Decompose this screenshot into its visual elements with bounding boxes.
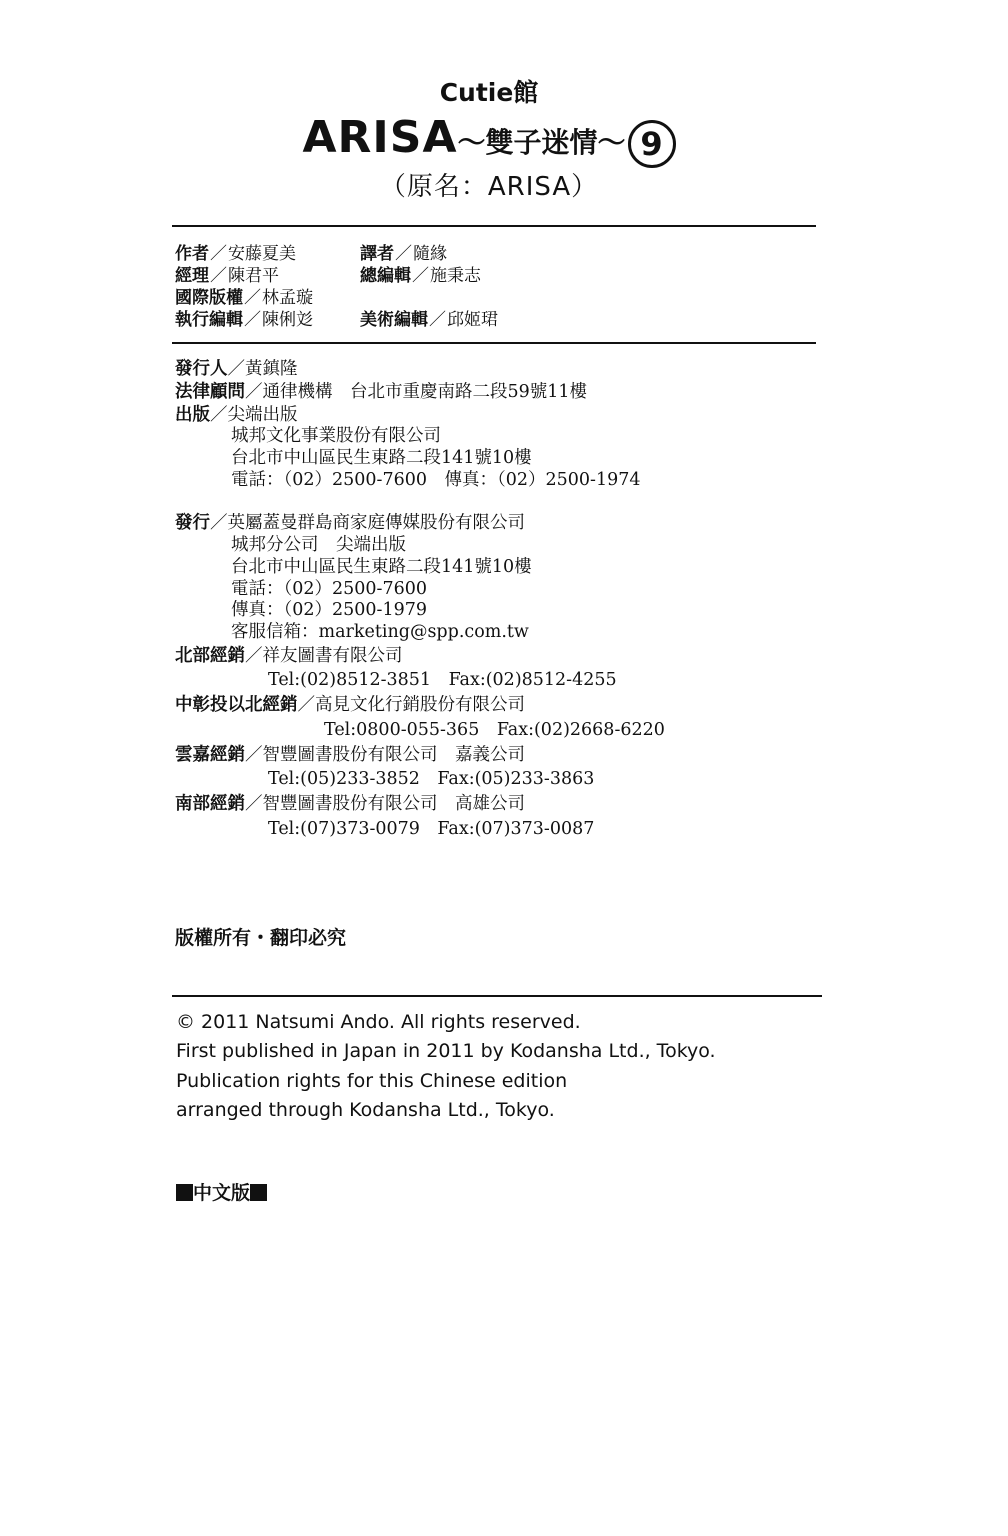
distribute-address: 台北市中山區民生東路二段141號10樓 [231, 557, 532, 577]
black-square-icon [176, 1184, 193, 1201]
separator: ／ [210, 513, 228, 533]
separator: ／ [412, 266, 429, 286]
north-dealer-value: 祥友圖書有限公司 [262, 646, 403, 666]
credit-label: 國際版權 [175, 288, 243, 308]
credit-value: 陳君平 [228, 266, 279, 286]
legal-line [175, 381, 587, 403]
credit-art-editor [360, 309, 498, 331]
central-dealer-line [175, 694, 525, 716]
credit-value: 林孟璇 [262, 288, 313, 308]
credit-label: 執行編輯 [175, 310, 243, 330]
south-dealer-label: 南部經銷 [175, 794, 245, 814]
credit-label: 譯者 [360, 244, 394, 264]
yunjia-dealer-line [175, 744, 525, 766]
distribute-label: 發行 [175, 513, 210, 533]
credit-value: 隨緣 [413, 244, 447, 264]
copyright-line-2: First published in Japan in 2011 by Kodansha Ltd., Tokyo. [176, 1040, 716, 1062]
separator: ／ [395, 244, 412, 264]
divider-top [172, 225, 816, 227]
divider-bottom [172, 995, 822, 997]
south-dealer-value: 智豐圖書股份有限公司 高雄公司 [262, 794, 525, 814]
separator: ／ [245, 794, 263, 814]
distribute-value: 英屬蓋曼群島商家庭傳媒股份有限公司 [227, 513, 525, 533]
south-dealer-contact: Tel:(07)373-0079 Fax:(07)373-0087 [268, 819, 595, 839]
credit-intl-rights [175, 287, 313, 309]
separator: ／ [210, 266, 227, 286]
copyright-line-4: arranged through Kodansha Ltd., Tokyo. [176, 1099, 555, 1121]
edition-label [176, 1180, 267, 1206]
title-main: ARISA [302, 112, 458, 163]
distribute-fax: 傳真：（02）2500-1979 [231, 600, 428, 620]
central-dealer-value: 高見文化行銷股份有限公司 [315, 695, 525, 715]
central-dealer-contact: Tel:0800-055-365 Fax:(02)2668-6220 [324, 720, 665, 740]
original-title: （原名：ARISA） [379, 172, 599, 202]
north-dealer-line [175, 645, 403, 667]
separator: ／ [210, 244, 227, 264]
rights-notice: 版權所有・翻印必究 [175, 927, 347, 949]
separator: ／ [245, 745, 263, 765]
separator: ／ [210, 405, 228, 425]
copyright-line-1: © 2011 Natsumi Ando. All rights reserved. [176, 1011, 581, 1033]
series-name: Cutie館 [439, 78, 539, 107]
separator: ／ [244, 310, 261, 330]
south-dealer-line [175, 793, 525, 815]
credit-chief-editor [360, 265, 481, 287]
volume-number: 9 [628, 120, 676, 168]
central-dealer-label: 中彰投以北經銷 [175, 695, 298, 715]
edition-text: 中文版 [193, 1182, 251, 1204]
separator: ／ [245, 646, 263, 666]
legal-label: 法律顧問 [175, 382, 245, 402]
credit-author [175, 243, 296, 265]
separator: ／ [245, 382, 263, 402]
distribute-phone: 電話：（02）2500-7600 [231, 579, 428, 599]
black-square-icon [250, 1184, 267, 1201]
separator: ／ [244, 288, 261, 308]
credit-value: 邱姬珺 [447, 310, 498, 330]
yunjia-dealer-contact: Tel:(05)233-3852 Fax:(05)233-3863 [268, 769, 595, 789]
distribute-email: 客服信箱：marketing@spp.com.tw [231, 622, 529, 642]
credit-translator [360, 243, 447, 265]
credit-value: 施秉志 [430, 266, 481, 286]
copyright-line-3: Publication rights for this Chinese edition [176, 1070, 568, 1092]
publish-address: 台北市中山區民生東路二段141號10樓 [231, 448, 532, 468]
credit-label: 總編輯 [360, 266, 411, 286]
publish-value: 尖端出版 [227, 405, 298, 425]
credit-label: 作者 [175, 244, 209, 264]
credit-manager [175, 265, 279, 287]
separator: ／ [297, 695, 315, 715]
separator: ／ [429, 310, 446, 330]
title-subtitle: ～雙子迷情～ [457, 126, 626, 159]
issuer-label: 發行人 [175, 359, 228, 379]
credit-label: 美術編輯 [360, 310, 428, 330]
distribute-line [175, 512, 525, 534]
book-title [0, 110, 978, 175]
north-dealer-label: 北部經銷 [175, 646, 245, 666]
divider-middle [172, 342, 816, 344]
publish-phone-fax: 電話：（02）2500-7600 傳真：（02）2500-1974 [231, 470, 641, 490]
north-dealer-contact: Tel:(02)8512-3851 Fax:(02)8512-4255 [268, 670, 617, 690]
issuer-line [175, 358, 298, 380]
yunjia-dealer-value: 智豐圖書股份有限公司 嘉義公司 [262, 745, 525, 765]
publish-line [175, 404, 298, 426]
credit-value: 陳俐彣 [262, 310, 313, 330]
credit-exec-editor [175, 309, 313, 331]
credit-value: 安藤夏美 [228, 244, 296, 264]
distribute-branch: 城邦分公司 尖端出版 [231, 535, 406, 555]
issuer-value: 黃鎮隆 [245, 359, 298, 379]
publish-label: 出版 [175, 405, 210, 425]
publish-company: 城邦文化事業股份有限公司 [231, 426, 441, 446]
yunjia-dealer-label: 雲嘉經銷 [175, 745, 245, 765]
credit-label: 經理 [175, 266, 209, 286]
legal-value: 通律機構 台北市重慶南路二段59號11樓 [262, 382, 588, 402]
separator: ／ [227, 359, 245, 379]
